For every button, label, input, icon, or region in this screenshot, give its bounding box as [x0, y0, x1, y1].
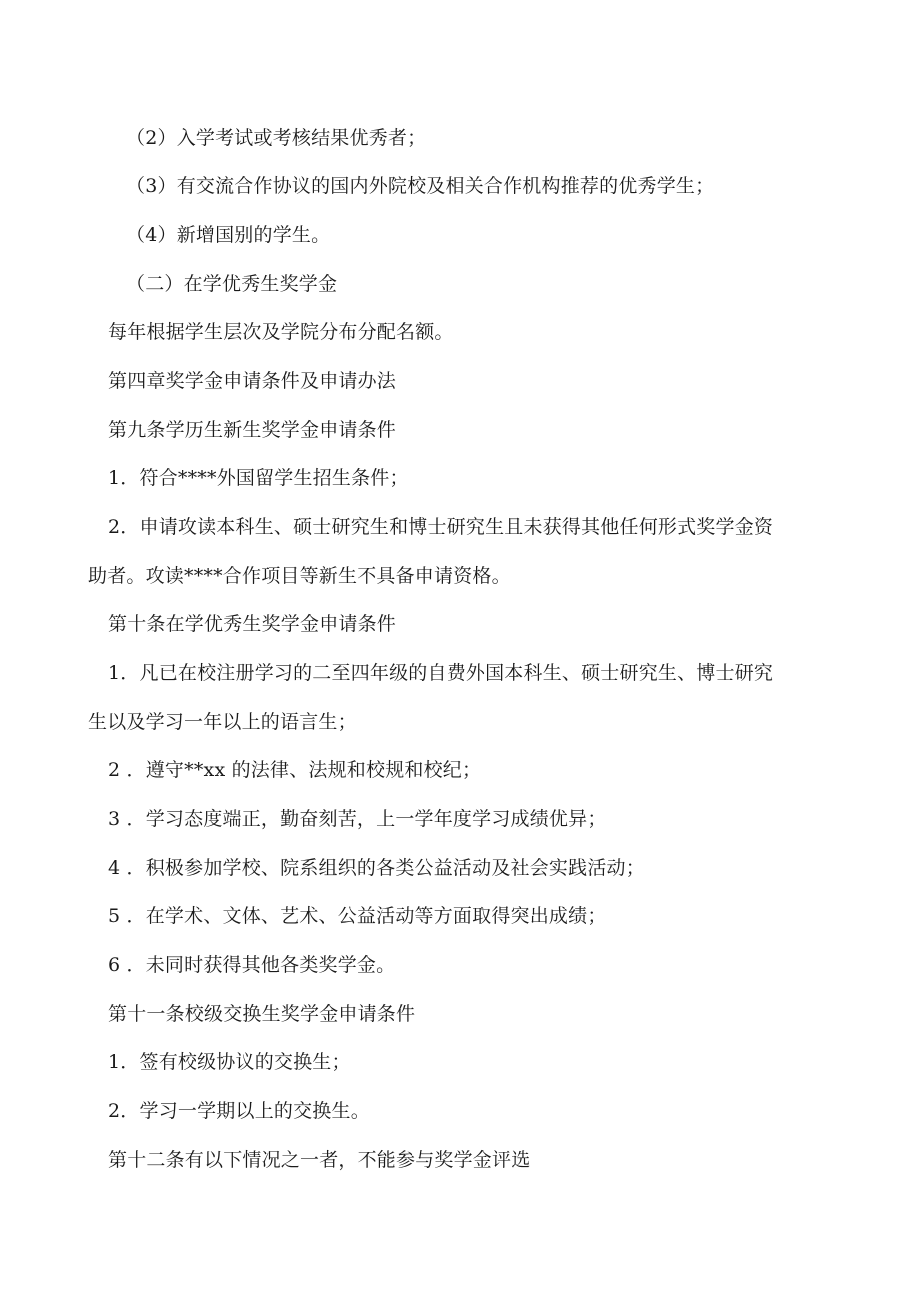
condition-item: 1．符合****外国留学生招生条件；: [108, 467, 409, 489]
condition-item: 2．学习一学期以上的交换生。: [108, 1100, 370, 1122]
condition-item: 3 ．学习态度端正，勤奋刻苦，上一学年度学习成绩优异；: [108, 808, 607, 830]
paragraph: 每年根据学生层次及学院分布分配名额。: [108, 321, 454, 343]
condition-item: 5 ．在学术、文体、艺术、公益活动等方面取得突出成绩；: [108, 905, 607, 927]
condition-item: 2 ．遵守**xx 的法律、法规和校规和校纪；: [108, 759, 482, 781]
condition-item-continuation: 助者。攻读****合作项目等新生不具备申请资格。: [88, 565, 511, 587]
article-heading-9: 第九条学历生新生奖学金申请条件: [108, 419, 397, 441]
article-heading-12: 第十二条有以下情况之一者，不能参与奖学金评选: [108, 1149, 531, 1171]
article-heading-11: 第十一条校级交换生奖学金申请条件: [108, 1003, 416, 1025]
condition-item: 4 ．积极参加学校、院系组织的各类公益活动及社会实践活动；: [108, 857, 645, 879]
list-item-3: （3）有交流合作协议的国内外院校及相关合作机构推荐的优秀学生；: [126, 175, 715, 197]
condition-item: 1．凡已在校注册学习的二至四年级的自费外国本科生、硕士研究生、博士研究: [108, 662, 774, 684]
list-item-4: （4）新增国别的学生。: [126, 224, 331, 246]
condition-item-continuation: 生以及学习一年以上的语言生；: [88, 711, 357, 733]
list-item-2: （2）入学考试或考核结果优秀者；: [126, 127, 427, 149]
condition-item: 2．申请攻读本科生、硕士研究生和博士研究生且未获得其他任何形式奖学金资: [108, 516, 774, 538]
section-heading: （二）在学优秀生奖学金: [126, 273, 338, 295]
article-heading-10: 第十条在学优秀生奖学金申请条件: [108, 613, 397, 635]
condition-item: 1．签有校级协议的交换生；: [108, 1051, 351, 1073]
condition-item: 6 ．未同时获得其他各类奖学金。: [108, 954, 396, 976]
chapter-heading: 第四章奖学金申请条件及申请办法: [108, 370, 397, 392]
